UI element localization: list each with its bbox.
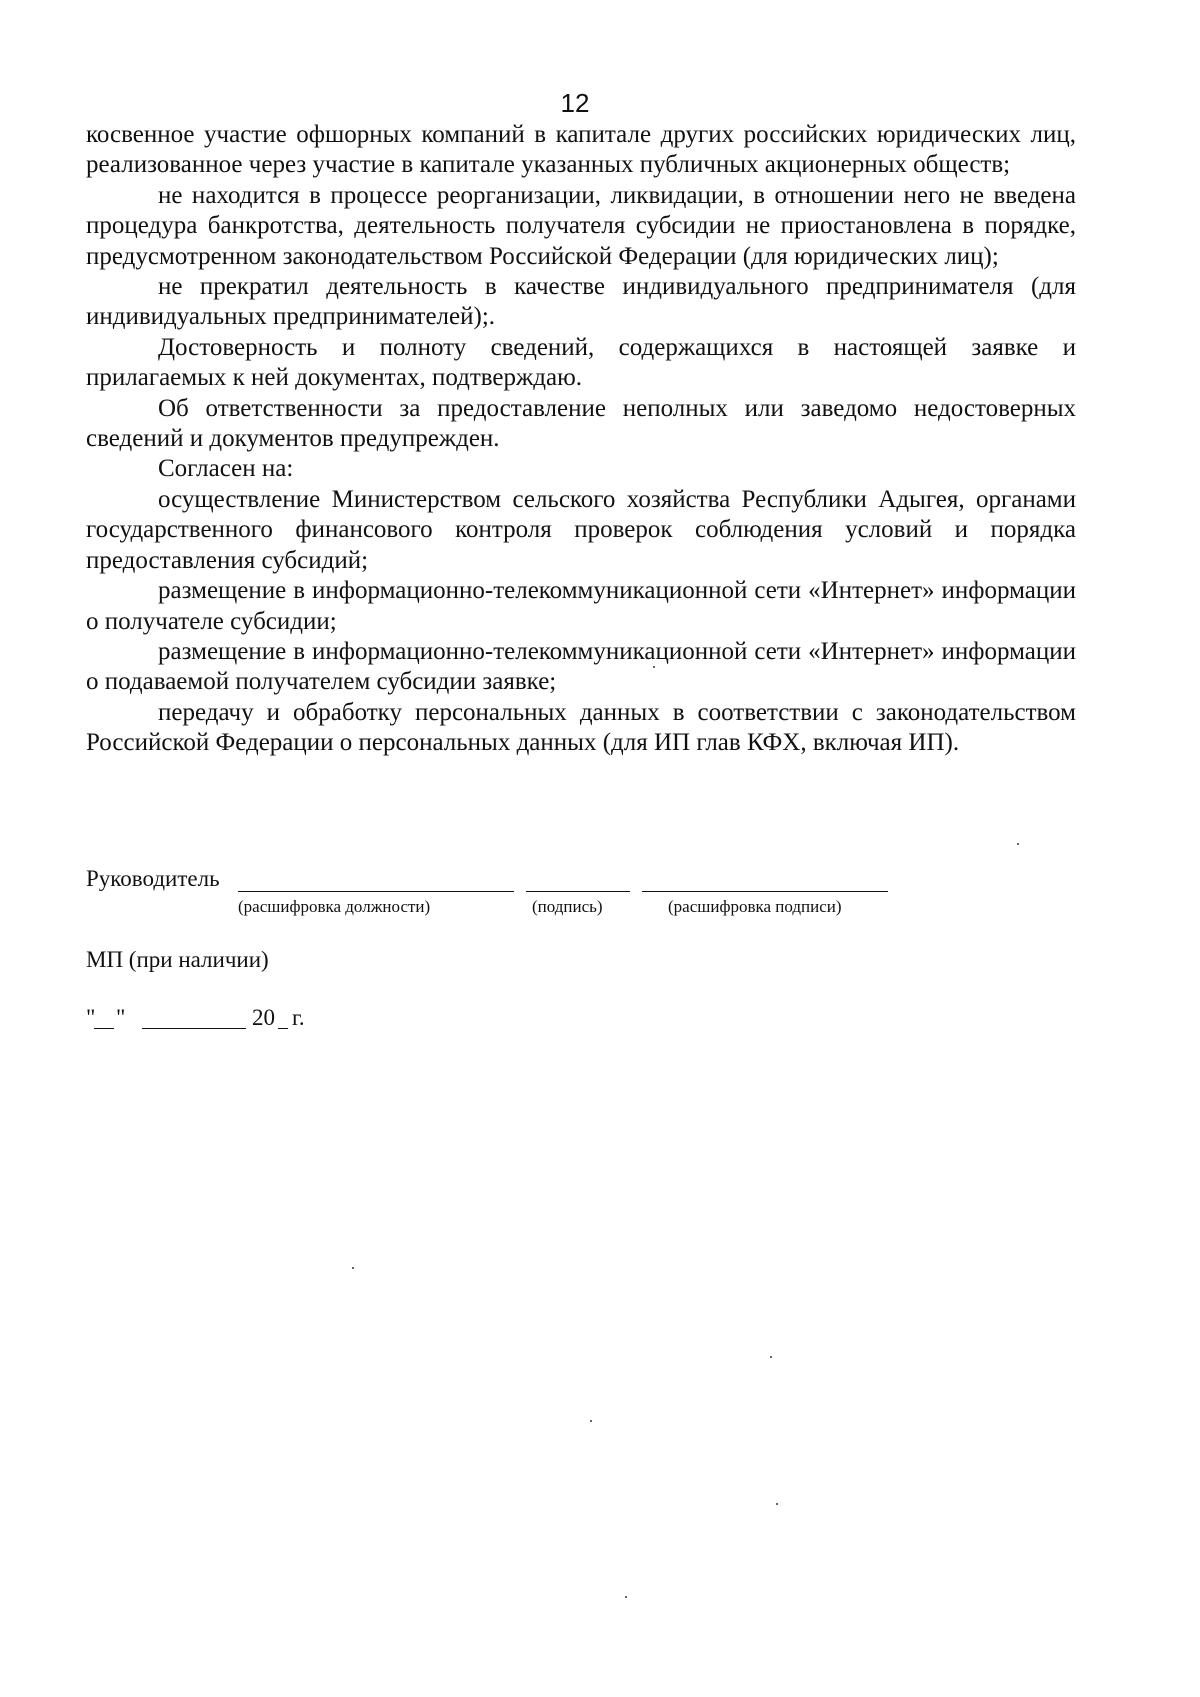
date-line (86, 1004, 486, 1034)
position-line (238, 891, 514, 892)
paragraph-consent-publish-recipient: размещение в информационно-телекоммуникационной сети «Интернет» информации о получателе субсидии; (86, 577, 1076, 635)
paragraph-consent-publish-application: размещение в информационно-телекоммуникационной сети «Интернет» информации о подаваемой получателем субсидии заявке; (86, 637, 1076, 696)
scan-speck (1017, 843, 1019, 845)
document-body (86, 120, 1076, 759)
scan-speck (653, 666, 655, 668)
paragraph-accuracy-confirmation: Достоверность и полноту сведений, содержащихся в настоящей заявке и прилагаемых к ней документах, подтверждаю. (86, 333, 1076, 392)
position-caption: (расшифровка должности) (238, 897, 431, 916)
year-prefix: 20 (252, 1005, 275, 1030)
paragraph-consent-personal-data: передачу и обработку персональных данных в соответствии с законодательством Российской Федерации о персональных данных (для ИП глав КФХ, включая ИП). (86, 698, 1076, 757)
paragraph-consent-heading: Согласен на: (158, 455, 294, 483)
paragraph-consent-inspections: осуществление Министерством сельского хозяйства Республики Адыгея, органами государственного финансового контроля проверок соблюдения условий и порядка предоставления субсидий; (86, 485, 1076, 574)
signature-caption: (подпись) (532, 897, 603, 916)
paragraph-no-reorganization: не находится в процессе реорганизации, ликвидации, в отношении него не введена процедура банкротства, деятельность получателя субсидии не приостановлена в порядке, предусмотренном законодательством Российской Федерации (для юридических лиц); (86, 181, 1076, 270)
year-blank (278, 1028, 288, 1029)
scan-speck (352, 1267, 354, 1269)
date-open-quote: " (86, 1005, 96, 1030)
stamp-note: МП (при наличии) (86, 947, 269, 972)
paragraph-liability-warning: Об ответственности за предоставление неполных или заведомо недостоверных сведений и документов предупрежден. (86, 394, 1076, 453)
scan-speck (770, 1356, 772, 1358)
paragraph-entrepreneur-activity: не прекратил деятельность в качестве индивидуального предпринимателя (для индивидуальных предпринимателей);. (86, 273, 1076, 331)
scan-speck (776, 1503, 778, 1505)
month-blank (142, 1028, 246, 1029)
paragraph-offshore-participation: косвенное участие офшорных компаний в капитале других российских юридических лиц, реализованное через участие в капитале указанных публичных акционерных обществ; (86, 121, 1076, 179)
signature-label: Руководитель (86, 866, 220, 891)
signature-line (526, 891, 630, 892)
name-line (642, 891, 888, 892)
page-number: 12 (560, 88, 590, 118)
day-blank (94, 1028, 114, 1029)
date-close-quote: " (116, 1005, 126, 1030)
year-suffix: г. (292, 1005, 305, 1030)
signature-block (86, 865, 1086, 925)
scan-speck (625, 1596, 627, 1598)
scan-speck (590, 1420, 592, 1422)
name-caption: (расшифровка подписи) (668, 897, 842, 916)
